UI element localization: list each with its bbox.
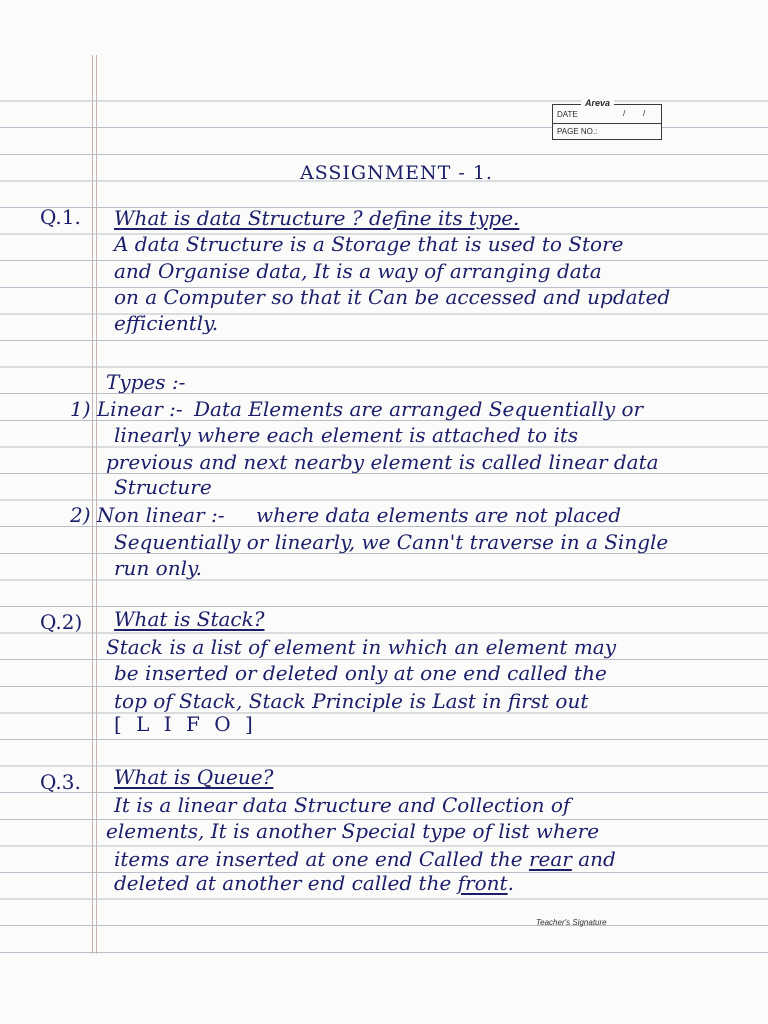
q2-answer-line: top of Stack, Stack Principle is Last in first out	[114, 689, 589, 713]
q3-line4-end: .	[507, 871, 514, 895]
q3-label: Q.3.	[40, 770, 81, 794]
q3-line3-end: and	[578, 847, 616, 871]
date-box-divider	[553, 123, 661, 124]
q1-question: What is data Structure ? define its type.	[114, 206, 520, 230]
q1-answer-line: efficiently.	[114, 311, 219, 335]
type1-line: Structure	[114, 475, 212, 499]
date-page-box	[552, 98, 662, 140]
q3-question: What is Queue?	[114, 765, 274, 789]
types-heading: Types :-	[106, 370, 186, 394]
date-label: DATE	[557, 110, 578, 119]
type2-line: Sequentially or linearly, we Cann't traverse in a Single	[114, 530, 669, 554]
teacher-signature-label: Teacher's Signature	[536, 918, 607, 927]
q3-answer-line: It is a linear data Structure and Collection of	[114, 793, 571, 817]
q1-answer-line: on a Computer so that it Can be accessed and updated	[114, 285, 671, 309]
q3-answer-line-4	[114, 872, 514, 894]
q3-answer-line-3	[114, 848, 616, 870]
type1-line: linearly where each element is attached to its	[114, 423, 579, 447]
type1-label: 1) Linear :-	[70, 397, 183, 421]
type1-line: Data Elements are arranged Sequentially or	[194, 397, 644, 421]
type2-label: 2) Non linear :-	[70, 503, 225, 527]
q1-answer-line: and Organise data, It is a way of arranging data	[114, 259, 602, 283]
date-separator-1: /	[623, 109, 626, 118]
q2-label: Q.2)	[40, 610, 83, 634]
q2-question: What is Stack?	[114, 607, 265, 631]
date-separator-2: /	[643, 109, 646, 118]
page-no-label: PAGE NO.:	[557, 127, 598, 136]
q3-line3-text: items are inserted at one end Called the	[114, 847, 523, 871]
q2-answer-line: be inserted or deleted only at one end called the	[114, 661, 607, 685]
q2-answer-line: Stack is a list of element in which an element may	[106, 635, 616, 659]
type2-line: run only.	[114, 556, 202, 580]
front-term: front	[457, 871, 508, 895]
type2-line: where data elements are not placed	[256, 503, 621, 527]
q3-line4-text: deleted at another end called the	[114, 871, 452, 895]
brand-logo: Areva	[581, 98, 614, 108]
lifo-text: [ L I F O ]	[114, 712, 257, 736]
rear-term: rear	[528, 847, 572, 871]
q1-label: Q.1.	[40, 205, 81, 229]
type1-line: previous and next nearby element is called linear data	[106, 450, 659, 474]
page-title: ASSIGNMENT - 1.	[300, 162, 493, 184]
q3-answer-line: elements, It is another Special type of list where	[106, 819, 600, 843]
q1-answer-line: A data Structure is a Storage that is used to Store	[114, 232, 624, 256]
